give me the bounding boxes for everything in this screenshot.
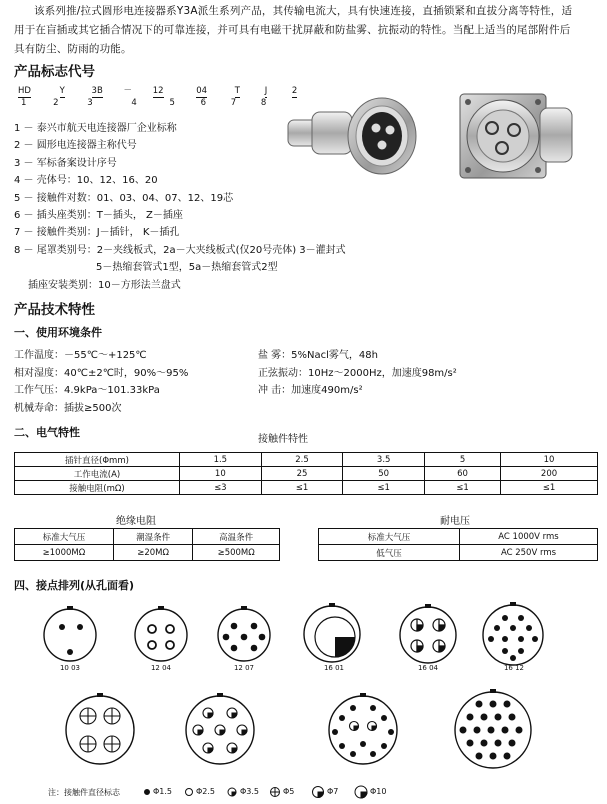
code-1: HD	[18, 86, 31, 96]
table-cell: 高温条件	[193, 529, 280, 545]
layout-label: 16 04	[417, 664, 439, 672]
env-item: 相对湿度：40℃±2℃时，90%～95%	[14, 367, 189, 379]
code-5: 04	[196, 86, 208, 96]
env-title: 一、使用环境条件	[14, 326, 102, 339]
layout-20-12	[329, 693, 397, 764]
tech-title: 产品技术特性	[14, 302, 95, 318]
code-8: 2	[291, 86, 298, 96]
env-item: 正弦振动：10Hz～2000Hz，加速度98m/s²	[258, 367, 457, 379]
marking-item: 3 － 军标备案设计序号	[14, 157, 117, 169]
table-cell: 插针直径(Φmm)	[15, 453, 180, 467]
table-cell: ≤1	[261, 481, 343, 495]
table-cell: 2.5	[261, 453, 343, 467]
table-cell: 工作电流(A)	[15, 467, 180, 481]
layout-label: 16 01	[323, 664, 345, 672]
code-3: 3B	[91, 86, 103, 96]
layout-20-19	[455, 689, 531, 768]
table-cell: ≤1	[343, 481, 425, 495]
layout-label: 16 12	[503, 664, 525, 672]
layout-label: 12 07	[233, 664, 255, 672]
code-num-7: 7	[230, 98, 237, 108]
table-cell: ≤3	[180, 481, 262, 495]
code-num-3: 3	[87, 98, 93, 108]
code-num-6: 6	[200, 98, 207, 108]
env-item: 盐 雾：5%Nacl雾气，48h	[258, 350, 378, 361]
table-row	[15, 481, 598, 495]
code-num-4: 4	[131, 98, 137, 108]
code-4: 12	[152, 86, 164, 96]
code-dash: －	[123, 86, 133, 96]
table-cell: 潮湿条件	[113, 529, 192, 545]
code-num-8: 8	[260, 98, 267, 108]
marking-item: 4 － 壳体号：10、12、16、20	[14, 175, 158, 187]
layout-20-07	[186, 693, 254, 764]
table-cell: ≥500MΩ	[193, 545, 280, 561]
table-cell: 10	[501, 453, 598, 467]
layout-title: 四、接点排列(从孔面看)	[14, 579, 135, 592]
marking-item: 5－热缩套管式1型，5a－热缩套管式2型	[96, 262, 278, 274]
marking-item: 8 － 尾罩类别号：2－夹线板式，2a－大夹线板式(仅20号壳体) 3－灌封式	[14, 244, 346, 256]
receptacle-photo	[460, 94, 572, 178]
contact-title: 接触件特性	[258, 434, 308, 445]
code-7: J	[264, 86, 268, 96]
intro-line-3: 具有防尘、防雨的功能。	[14, 43, 132, 55]
table-row	[319, 545, 598, 561]
legend-label: Φ7	[327, 787, 339, 796]
table-cell: AC 250V rms	[460, 545, 598, 561]
intro-paragraph	[14, 2, 598, 59]
legend-label: Φ1.5	[153, 787, 173, 796]
code-num-1: 1	[21, 98, 27, 108]
legend-label: Φ10	[370, 787, 387, 796]
table-cell: 10	[180, 467, 262, 481]
table-cell: 50	[343, 467, 425, 481]
legend-label: Φ5	[283, 787, 295, 796]
legend-label: Φ2.5	[196, 787, 216, 796]
layout-1601	[304, 603, 360, 662]
table-cell: 5	[425, 453, 501, 467]
elec-title: 二、电气特性	[14, 426, 80, 439]
marking-item: 插座安装类别：10－方形法兰盘式	[28, 279, 181, 291]
table-cell: AC 1000V rms	[460, 529, 598, 545]
env-left-list	[14, 347, 188, 417]
layout-20-04	[66, 693, 134, 764]
table-row	[15, 545, 280, 561]
env-item: 机械寿命：插拔≥500次	[14, 402, 122, 414]
marking-item: 2 － 圆形电连接器主称代号	[14, 140, 137, 152]
code-6: T	[234, 86, 240, 96]
table-row	[15, 453, 598, 467]
table-cell: 标准大气压	[319, 529, 460, 545]
intro-line-2: 用于在盲插或其它插合情况下的可靠连接，并可具有电磁干扰屏蔽和防盐雾、抗振动的特性。当配上适当的尾部附件后	[14, 24, 571, 36]
intro-line-1: 该系列推/拉式圆形电连接器系Y3A派生系列产品，其传输电流大，具有快速连接，直插锁紧和直拔分离等特性，适	[34, 5, 573, 17]
table-cell: 200	[501, 467, 598, 481]
table-cell: 低气压	[319, 545, 460, 561]
marking-item: 1 － 泰兴市航天电连接器厂企业标称	[14, 123, 177, 134]
contact-table	[14, 452, 598, 495]
layout-label: 10 03	[59, 664, 81, 672]
contact-arrangement-diagrams	[0, 596, 607, 804]
env-right-list	[258, 347, 457, 400]
marking-title: 产品标志代号	[14, 64, 95, 80]
legend-label: Φ3.5	[240, 787, 260, 796]
env-item: 工作气压：4.9kPa～101.33kPa	[14, 385, 160, 396]
marking-item: 5 － 接触件对数：01、03、04、07、12、19芯	[14, 192, 234, 204]
table-cell: 3.5	[343, 453, 425, 467]
layout-1003	[44, 606, 96, 661]
table-cell: ≥20MΩ	[113, 545, 192, 561]
table-cell: 接触电阻(mΩ)	[15, 481, 180, 495]
marking-item: 6 － 插头座类别：T－插头， Z－插座	[14, 209, 183, 221]
connector-photo	[282, 88, 582, 188]
legend-note: 注：接触件直径标志	[48, 788, 120, 797]
layout-1612	[483, 602, 543, 665]
code-num-2: 2	[53, 98, 59, 108]
insulation-title: 绝缘电阻	[116, 516, 156, 527]
withstand-table	[318, 528, 598, 561]
table-cell: 标准大气压	[15, 529, 114, 545]
table-row	[319, 529, 598, 545]
env-item: 冲 击：加速度490m/s²	[258, 385, 363, 396]
layout-1604	[400, 604, 456, 663]
plug-photo	[288, 98, 416, 174]
withstand-title: 耐电压	[440, 516, 470, 527]
table-row	[15, 529, 280, 545]
table-cell: ≥1000MΩ	[15, 545, 114, 561]
marking-item: 7 － 接触件类别：J－插针， K－插孔	[14, 227, 180, 239]
code-2: Y	[59, 86, 65, 96]
layout-1207	[218, 606, 270, 661]
table-cell: 60	[425, 467, 501, 481]
layout-label: 12 04	[150, 664, 172, 672]
marking-code-row	[16, 84, 298, 112]
table-row	[15, 467, 598, 481]
layout-1204	[135, 606, 187, 661]
table-cell: 1.5	[180, 453, 262, 467]
env-item: 工作温度：－55℃～+125℃	[14, 350, 147, 361]
code-num-5: 5	[169, 98, 175, 108]
insulation-table	[14, 528, 280, 561]
table-cell: ≤1	[425, 481, 501, 495]
table-cell: ≤1	[501, 481, 598, 495]
table-cell: 25	[261, 467, 343, 481]
